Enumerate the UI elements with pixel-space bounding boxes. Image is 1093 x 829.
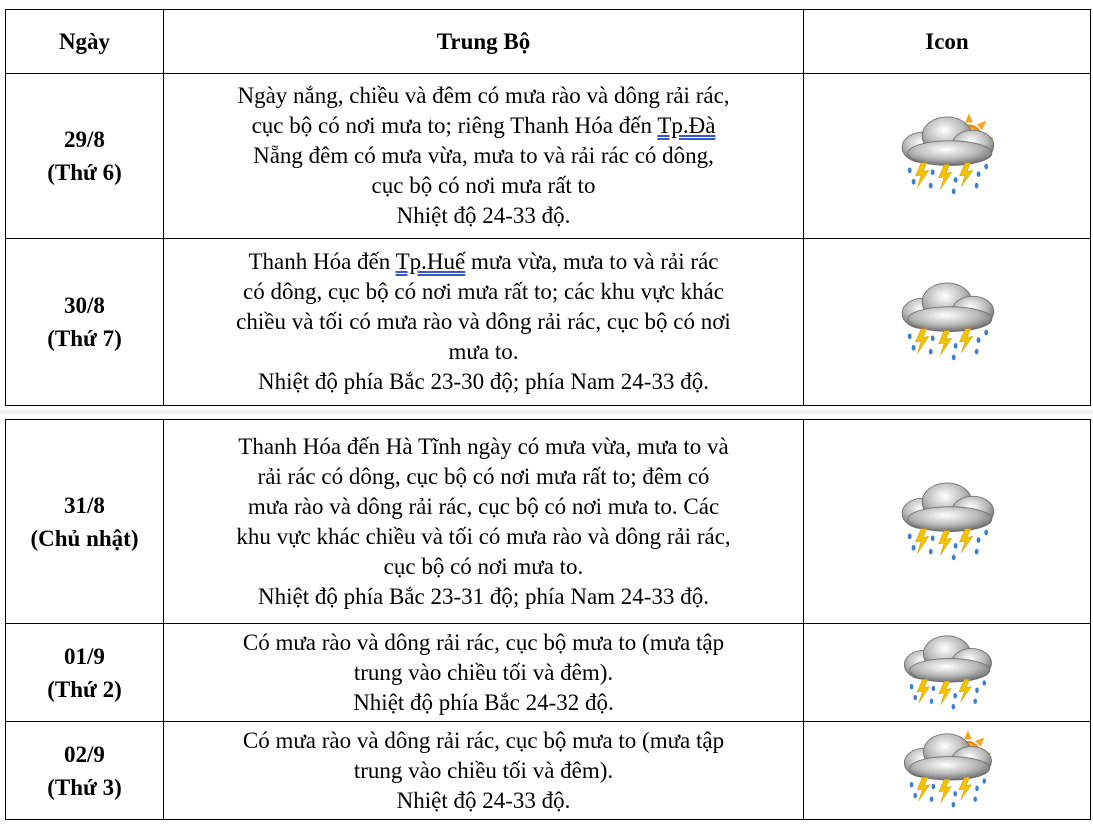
day-cell (6, 624, 164, 722)
date-label: 30/8 (64, 293, 105, 318)
forecast-table-top (5, 9, 1091, 406)
forecast-line: Có mưa rào và dông rải rác, cục bộ mưa to (mưa tập (242, 727, 725, 753)
date-label: 01/9 (64, 643, 105, 669)
weekday-label: (Thứ 7) (47, 326, 122, 351)
previous-section-heading-fragment (0, 0, 1093, 8)
forecast-text (164, 722, 804, 820)
forecast-line: trung vào chiều tối và đêm). (353, 659, 614, 685)
weekday-label: (Thứ 2) (47, 676, 122, 702)
day-cell (6, 74, 164, 239)
forecast-line: Nhiệt độ 24-33 độ. (396, 203, 571, 228)
icon-cell (804, 74, 1091, 239)
storm-rain-icon (897, 632, 997, 714)
forecast-line: Nhiệt độ phía Bắc 24-32 độ. (353, 689, 614, 715)
forecast-text (164, 74, 804, 239)
forecast-line: Thanh Hóa đến Hà Tĩnh ngày có mưa vừa, mưa to và (238, 433, 729, 459)
date-label: 02/9 (64, 741, 105, 767)
weekday-label: (Chủ nhật) (30, 525, 139, 551)
header-icon: Icon (804, 10, 1091, 74)
icon-cell (804, 420, 1091, 624)
forecast-line: cục bộ có nơi mưa rất to (371, 173, 596, 198)
day-cell (6, 722, 164, 820)
city-link: Tp.Huế (395, 249, 466, 274)
storm-sun-icon (897, 730, 997, 812)
storm-rain-icon (894, 279, 1000, 365)
date-label: 31/8 (64, 492, 105, 518)
header-day: Ngày (6, 10, 164, 74)
day-cell (6, 239, 164, 406)
table-row (6, 420, 1091, 624)
city-link: Tp.Đà (657, 113, 716, 138)
forecast-line: khu vực khác chiều và tối có mưa rào và dông rải rác, (236, 523, 731, 549)
forecast-line: Nhiệt độ phía Bắc 23-30 độ; phía Nam 24-33 độ. (258, 369, 709, 394)
forecast-text (164, 624, 804, 722)
forecast-line: Nhiệt độ 24-33 độ. (396, 787, 571, 813)
forecast-line: Nhiệt độ phía Bắc 23-31 độ; phía Nam 24-33 độ. (258, 583, 709, 609)
page-break-divider (0, 410, 1093, 414)
forecast-line: có dông, cục bộ có nơi mưa rất to; các khu vực khác (243, 279, 724, 304)
icon-cell (804, 722, 1091, 820)
forecast-line: mưa vừa, mưa to và rải rác (471, 249, 719, 274)
header-region: Trung Bộ (164, 10, 804, 74)
table-row (6, 722, 1091, 820)
forecast-line: Thanh Hóa đến (248, 249, 391, 274)
forecast-table-bottom (5, 419, 1091, 820)
date-label: 29/8 (64, 127, 105, 152)
forecast-line: trung vào chiều tối và đêm). (353, 757, 614, 783)
forecast-text (164, 420, 804, 624)
storm-sun-icon (894, 113, 1000, 199)
icon-cell (804, 624, 1091, 722)
table-row (6, 624, 1091, 722)
forecast-line: Có mưa rào và dông rải rác, cục bộ mưa to (mưa tập (242, 629, 725, 655)
day-cell (6, 420, 164, 624)
icon-cell (804, 239, 1091, 406)
forecast-line: mưa to. (448, 339, 519, 364)
forecast-line: mưa rào và dông rải rác, cục bộ có nơi mưa to. Các (247, 493, 720, 519)
forecast-line: chiều và tối có mưa rào và dông rải rác, cục bộ có nơi (236, 309, 731, 334)
table-row (6, 74, 1091, 239)
storm-rain-icon (894, 479, 1000, 565)
table-row (6, 239, 1091, 406)
weekday-label: (Thứ 3) (47, 774, 122, 800)
forecast-line: rải rác có dông, cục bộ có nơi mưa rất to; đêm có (257, 463, 710, 489)
forecast-text (164, 239, 804, 406)
forecast-line: cục bộ có nơi mưa to; riêng Thanh Hóa đến (251, 113, 652, 138)
forecast-line: Nẵng đêm có mưa vừa, mưa to và rải rác có dông, (253, 143, 714, 168)
forecast-line: Ngày nắng, chiều và đêm có mưa rào và dông rải rác, (237, 83, 730, 108)
weekday-label: (Thứ 6) (47, 160, 122, 185)
header-row (6, 10, 1091, 74)
forecast-line: cục bộ có nơi mưa to. (383, 553, 584, 579)
